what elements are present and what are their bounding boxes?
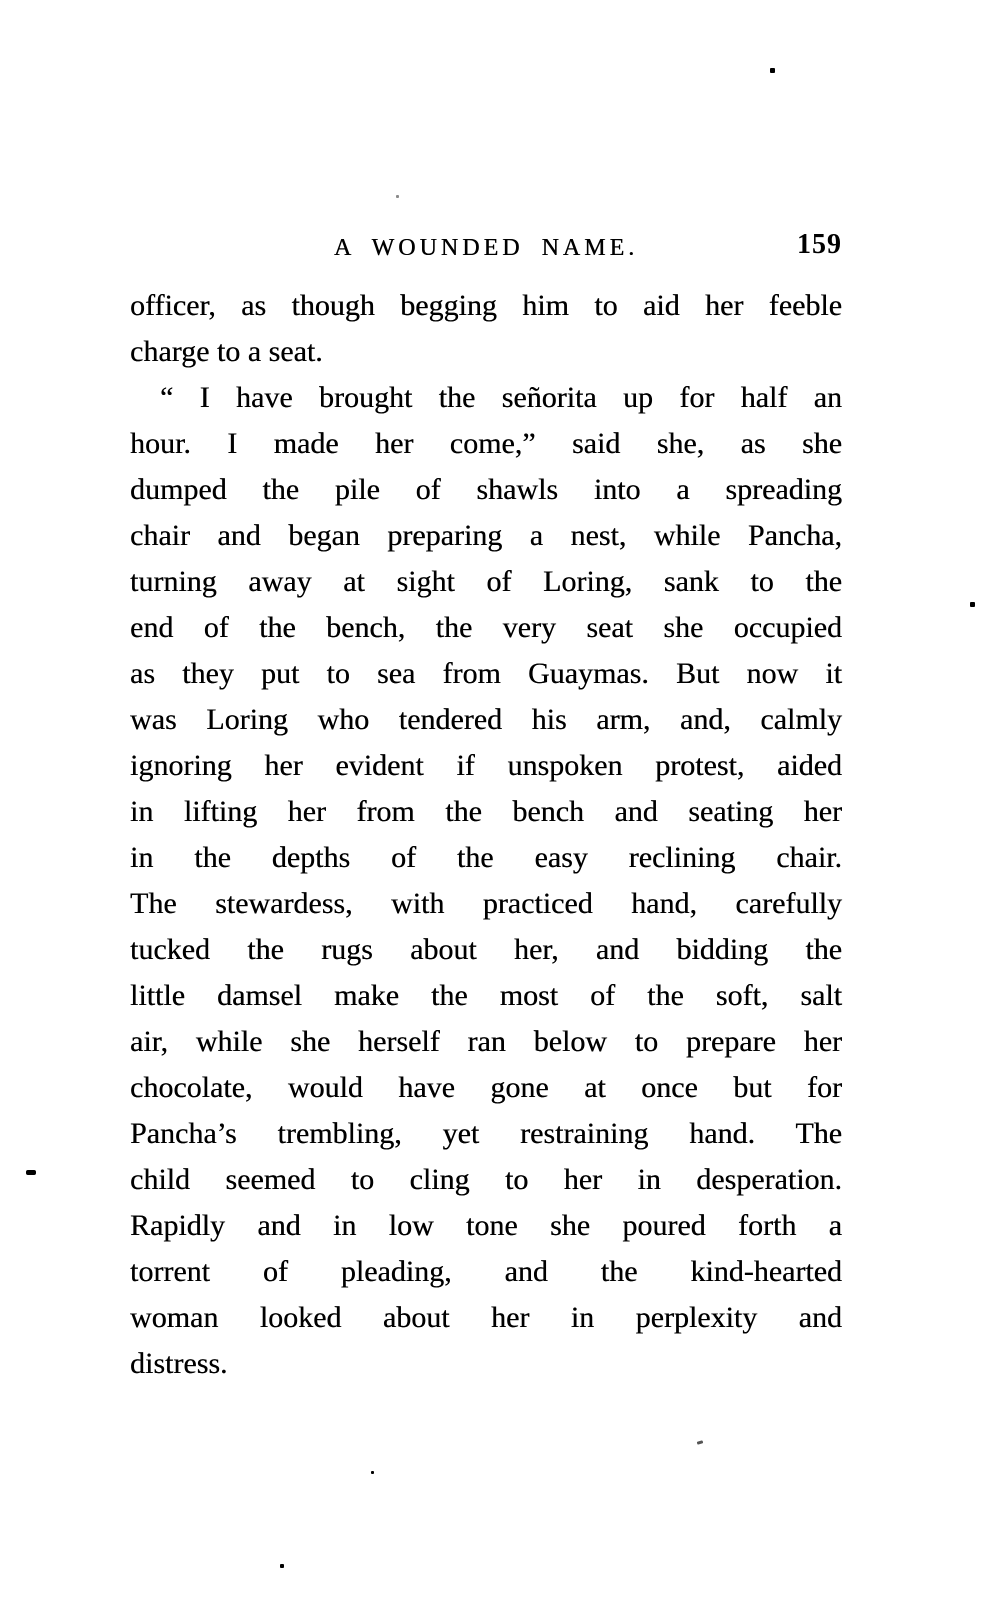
ink-speck xyxy=(396,195,399,198)
ink-speck xyxy=(970,602,975,607)
text-line: dumped the pile of shawls into a spreading xyxy=(130,473,842,506)
text-line: in the depths of the easy reclining chair. xyxy=(130,841,842,874)
ink-speck xyxy=(770,68,775,73)
text-line: Pancha’s trembling, yet restraining hand. The xyxy=(130,1117,842,1150)
ink-speck xyxy=(371,1471,374,1474)
text-line: chair and began preparing a nest, while Pancha, xyxy=(130,519,842,552)
text-line: child seemed to cling to her in desperation. xyxy=(130,1163,842,1196)
text-line: air, while she herself ran below to prepare her xyxy=(130,1025,842,1058)
text-line: distress. xyxy=(130,1347,228,1380)
header-title: A WOUNDED NAME. xyxy=(333,235,639,261)
page-body xyxy=(130,283,842,1387)
ink-speck xyxy=(26,1170,36,1175)
text-line: tucked the rugs about her, and bidding the xyxy=(130,933,842,966)
text-line: “ I have brought the señorita up for half an xyxy=(160,381,842,414)
running-header xyxy=(130,229,842,267)
text-line: as they put to sea from Guaymas. But now it xyxy=(130,657,842,690)
text-line: end of the bench, the very seat she occupied xyxy=(130,611,842,644)
text-line: little damsel make the most of the soft, salt xyxy=(130,979,842,1012)
text-line: charge to a seat. xyxy=(130,335,323,368)
ink-speck xyxy=(280,1564,284,1568)
text-line: torrent of pleading, and the kind-hearted xyxy=(130,1255,842,1288)
ink-speck xyxy=(697,1440,704,1444)
text-line: hour. I made her come,” said she, as she xyxy=(130,427,842,460)
text-line: woman looked about her in perplexity and xyxy=(130,1301,842,1334)
text-line: officer, as though begging him to aid her feeble xyxy=(130,289,842,322)
text-line: ignoring her evident if unspoken protest, aided xyxy=(130,749,842,782)
text-line: in lifting her from the bench and seating her xyxy=(130,795,842,828)
text-line: Rapidly and in low tone she poured forth a xyxy=(130,1209,842,1242)
text-line: turning away at sight of Loring, sank to the xyxy=(130,565,842,598)
text-line: The stewardess, with practiced hand, carefully xyxy=(130,887,842,920)
text-line: chocolate, would have gone at once but for xyxy=(130,1071,842,1104)
text-line: was Loring who tendered his arm, and, calmly xyxy=(130,703,842,736)
page-number: 159 xyxy=(797,229,842,260)
